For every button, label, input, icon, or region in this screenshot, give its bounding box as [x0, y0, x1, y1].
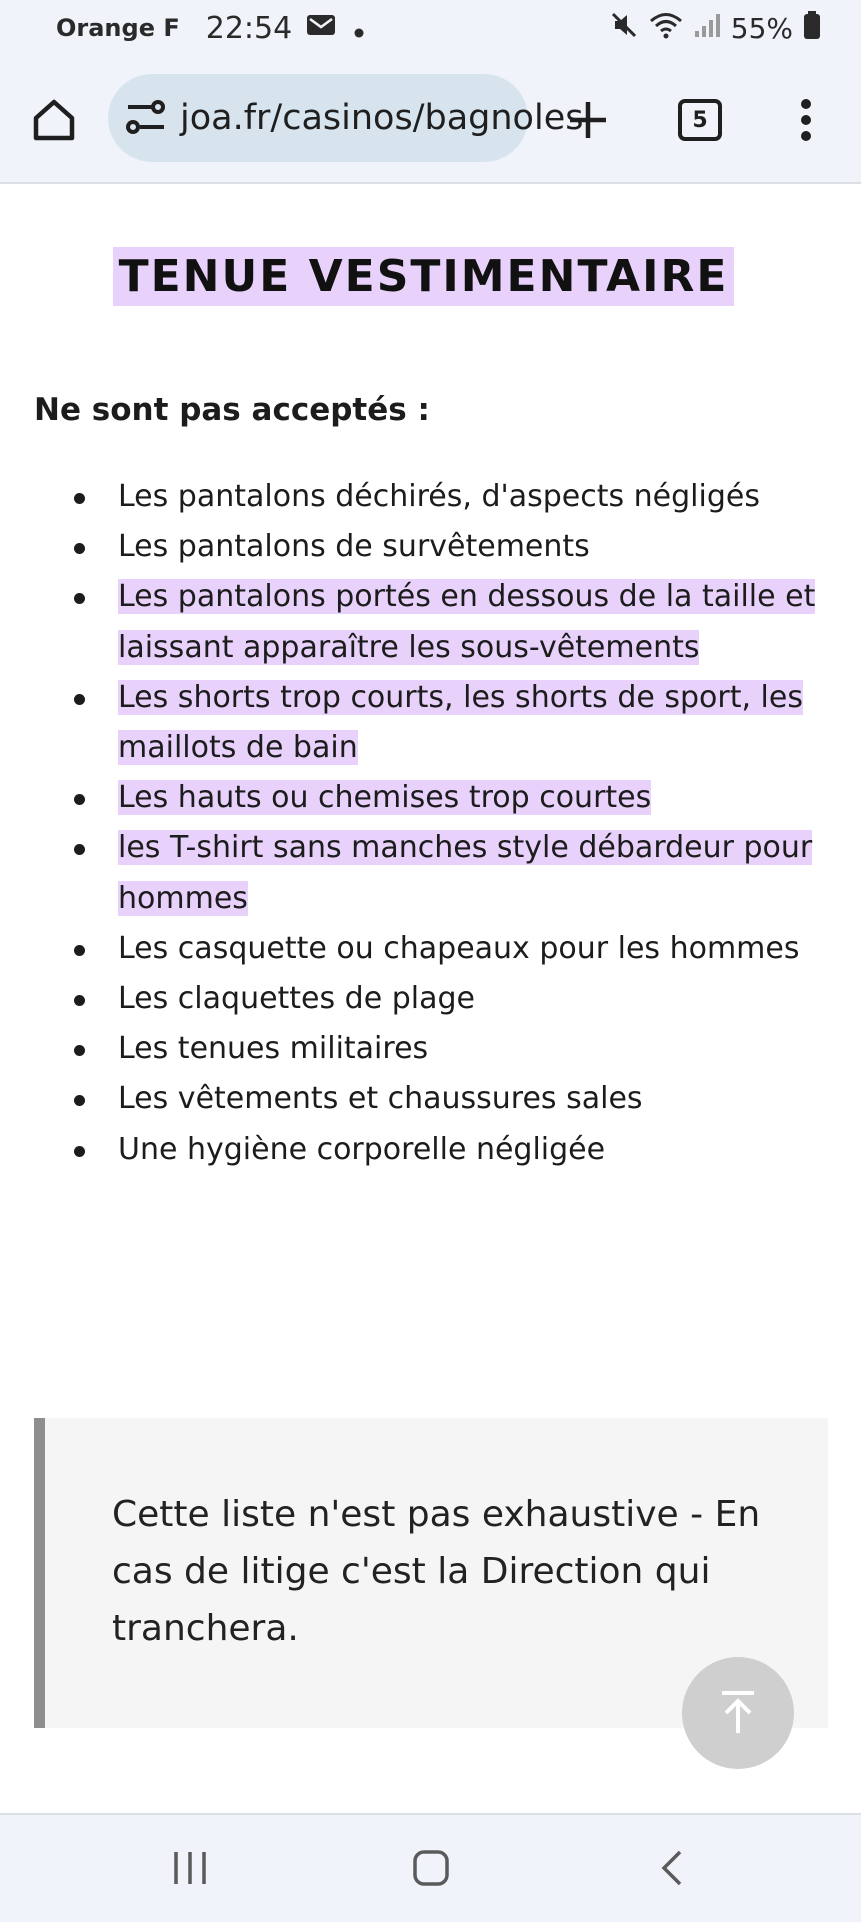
back-icon [652, 1848, 692, 1888]
notification-dot-icon [354, 12, 364, 45]
browser-menu-button[interactable] [776, 90, 836, 150]
list-item [72, 974, 832, 1024]
tab-switcher-button[interactable] [670, 90, 730, 150]
system-navigation-bar [0, 1813, 861, 1922]
site-info-icon[interactable] [124, 98, 168, 138]
tab-count: 5 [692, 107, 708, 133]
browser-toolbar [0, 56, 861, 184]
mail-icon [306, 12, 336, 45]
url-bar[interactable] [108, 74, 584, 162]
recents-icon [170, 1848, 210, 1888]
list-item [72, 773, 832, 823]
page-title-container [0, 247, 861, 306]
more-vert-icon [799, 98, 813, 142]
list-item-text: Les tenues militaires [118, 1031, 429, 1067]
status-bar [0, 0, 861, 56]
list-item-text: Une hygiène corporelle négligée [118, 1131, 606, 1167]
back-button[interactable] [637, 1835, 707, 1901]
list-item-text: Les casquette ou chapeaux pour les hommes [118, 930, 800, 966]
dress-code-list [72, 472, 832, 1175]
list-item-text: Les vêtements et chaussures sales [118, 1081, 643, 1117]
list-item [72, 472, 832, 522]
plus-icon [568, 100, 608, 140]
list-item [72, 823, 832, 923]
battery-icon [803, 10, 821, 47]
scroll-to-top-button[interactable] [682, 1657, 794, 1769]
list-item [72, 1074, 832, 1124]
list-item-text: les T-shirt sans manches style débardeur pour hommes [118, 830, 813, 916]
home-nav-button[interactable] [396, 1835, 466, 1901]
home-nav-icon [411, 1848, 451, 1888]
status-left [56, 8, 364, 48]
list-item-text: Les pantalons déchirés, d'aspects négligés [118, 479, 760, 514]
carrier-name: Orange F [56, 14, 180, 42]
mute-icon [609, 10, 639, 47]
page-title: TENUE VESTIMENTAIRE [113, 247, 735, 306]
list-item [72, 924, 832, 974]
list-item-text: Les shorts trop courts, les shorts de sport, les maillots de bain [118, 679, 803, 766]
list-item-text: Les claquettes de plage [118, 981, 475, 1017]
scroll-to-top-icon [710, 1685, 766, 1741]
tabs-icon [678, 99, 722, 141]
note-text: Cette liste n'est pas exhaustive - En cas de litige c'est la Direction qui tranchera. [112, 1494, 761, 1649]
list-item [72, 1024, 832, 1074]
status-time: 22:54 [205, 10, 293, 46]
recents-button[interactable] [155, 1835, 225, 1901]
new-tab-button[interactable] [558, 90, 618, 150]
list-item [72, 522, 832, 572]
list-item-text: Les pantalons portés en dessous de la taille et laissant apparaître les sous-vêtements [118, 579, 816, 665]
list-item [72, 673, 832, 773]
wifi-icon [649, 10, 683, 47]
list-item [72, 572, 832, 672]
intro-heading: Ne sont pas acceptés : [34, 392, 430, 428]
status-right [609, 8, 821, 48]
url-text[interactable]: joa.fr/casinos/bagnoles [180, 98, 584, 138]
home-icon [31, 97, 77, 143]
list-item-text: Les pantalons de survêtements [118, 529, 590, 565]
home-button[interactable] [24, 90, 84, 150]
battery-percent: 55% [730, 11, 793, 45]
list-item [72, 1125, 832, 1175]
list-item-text: Les hauts ou chemises trop courtes [118, 780, 652, 816]
signal-icon [693, 11, 721, 46]
